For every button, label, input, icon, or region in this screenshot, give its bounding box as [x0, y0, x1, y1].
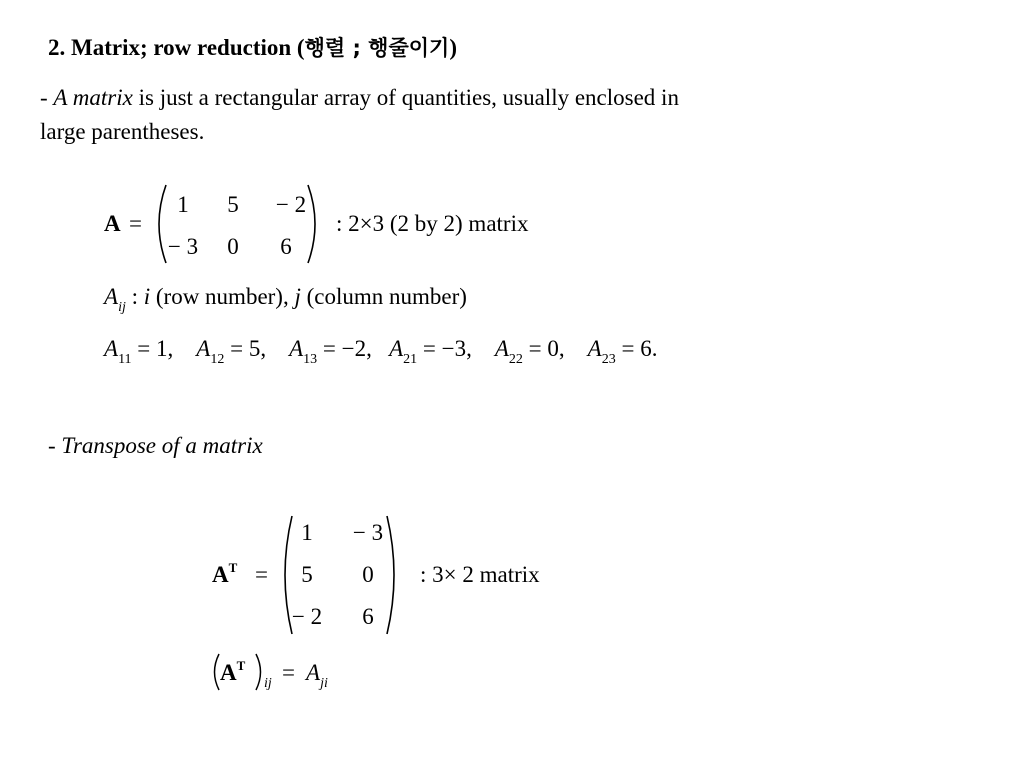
matrix-cell: 1: [177, 192, 189, 217]
rule-equals: =: [282, 660, 295, 685]
matrix-a-description: : 2×3 (2 by 2) matrix: [336, 211, 529, 236]
matrix-cell: 6: [280, 234, 292, 259]
matrix-cell: 6: [362, 604, 374, 629]
matrix-cell: 5: [227, 192, 239, 217]
right-parenthesis: [383, 514, 403, 636]
intro-line-1: - A matrix is just a rectangular array of quantities, usually enclosed in: [40, 85, 679, 110]
matrix-at-description: : 3× 2 matrix: [420, 562, 540, 587]
matrix-cell: 1: [301, 520, 313, 545]
matrix-term: A matrix: [53, 85, 133, 110]
matrix-at-equals: =: [255, 562, 268, 587]
title-close: ): [449, 35, 457, 60]
matrix-cell: 0: [362, 562, 374, 587]
element-entry: $A_{13} = -2$,: [289, 336, 372, 367]
title-korean: 행렬 ; 행줄이기: [304, 36, 450, 60]
element-entry: $A_{23} = 6$.: [587, 336, 658, 367]
index-notation: $A_{ij}$ : i (row number), j (column number): [104, 284, 467, 315]
title-main: 2. Matrix; row reduction (: [48, 35, 305, 60]
page-title: [48, 32, 457, 62]
element-values: [104, 336, 658, 367]
element-entry: $A_{21} = -3$,: [389, 336, 472, 367]
matrix-a-name: A: [104, 211, 121, 236]
rule-matrix-name: $A^T$: [220, 658, 246, 685]
matrix-cell: − 2: [275, 192, 307, 217]
rule-subscript-left: ij: [264, 676, 272, 691]
intro-paragraph: [40, 81, 679, 149]
matrix-at-name: $A^T$: [212, 560, 238, 587]
matrix-cell: − 3: [167, 234, 199, 259]
matrix-cell: 5: [301, 562, 313, 587]
element-entry: $A_{11} = 1$,: [104, 336, 174, 367]
matrix-a-equals: =: [129, 211, 142, 236]
transpose-heading: - Transpose of a matrix: [48, 433, 263, 458]
intro-line-2: large parentheses.: [40, 119, 205, 144]
element-entry: $A_{22} = 0$,: [494, 336, 565, 367]
element-entry: $A_{12} = 5$,: [196, 336, 267, 367]
matrix-cell: − 2: [291, 604, 323, 629]
matrix-cell: − 3: [352, 520, 384, 545]
right-parenthesis: [304, 183, 324, 265]
rule-rhs: $A_{ji}$: [306, 660, 328, 691]
matrix-cell: 0: [227, 234, 239, 259]
